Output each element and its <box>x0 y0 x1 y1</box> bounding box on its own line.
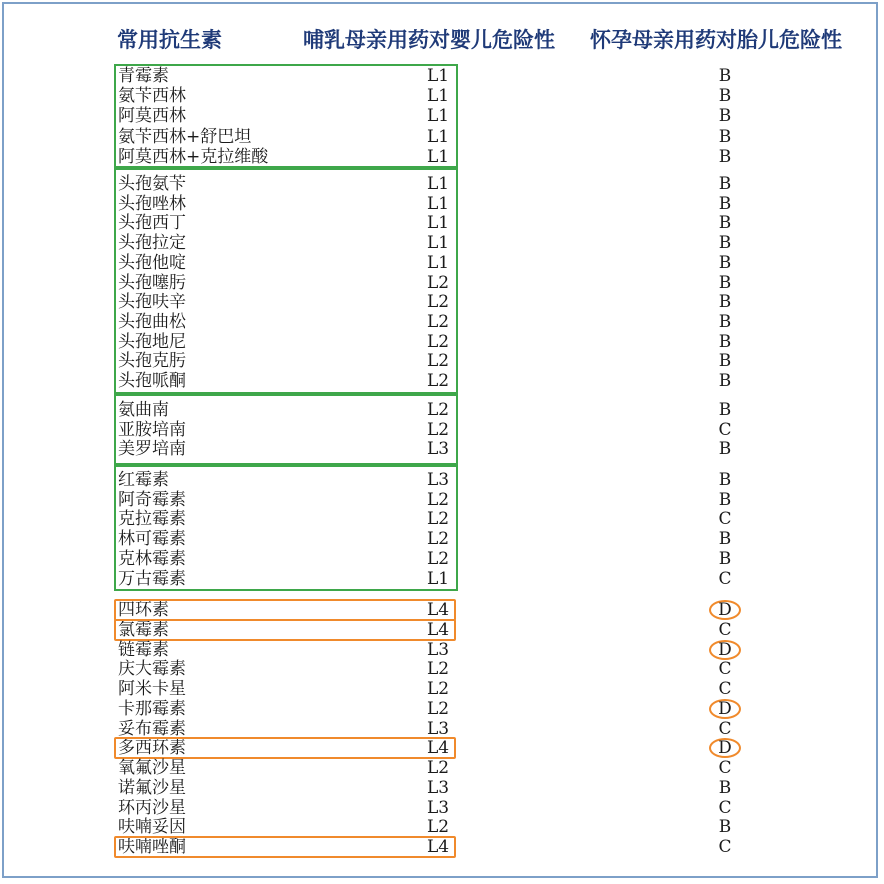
pregnancy-risk: C <box>718 659 732 680</box>
lactation-risk: L2 <box>426 698 450 719</box>
table-row <box>0 292 884 312</box>
table-row <box>0 620 884 640</box>
drug-name: 阿米卡星 <box>118 679 186 699</box>
drug-name: 氧氟沙星 <box>118 758 186 778</box>
pregnancy-risk: C <box>718 619 732 640</box>
pregnancy-risk: B <box>718 174 732 194</box>
lactation-risk: L2 <box>426 311 450 332</box>
drug-name: 头孢克肟 <box>118 351 186 372</box>
table-row <box>0 640 884 660</box>
drug-name: 头孢地尼 <box>118 331 186 352</box>
pregnancy-risk: B <box>718 371 732 391</box>
drug-name: 头孢西丁 <box>118 213 186 234</box>
pregnancy-risk: B <box>718 351 732 372</box>
drug-name: 亚胺培南 <box>118 419 186 440</box>
pregnancy-risk: B <box>718 777 732 798</box>
pregnancy-risk: B <box>718 252 732 273</box>
pregnancy-risk: C <box>718 568 732 589</box>
pregnancy-risk: B <box>718 66 732 86</box>
lactation-risk: L4 <box>426 619 450 640</box>
table-row <box>0 213 884 233</box>
pregnancy-risk: B <box>718 86 732 107</box>
header-antibiotic: 常用抗生素 <box>117 28 222 52</box>
header-lactation-risk: 哺乳母亲用药对婴儿危险性 <box>303 28 555 52</box>
lactation-risk: L2 <box>426 331 450 352</box>
drug-name: 头孢曲松 <box>118 311 186 332</box>
drug-name: 呋喃妥因 <box>118 817 186 838</box>
table-row <box>0 837 884 857</box>
lactation-risk: L2 <box>426 758 450 778</box>
lactation-risk: L1 <box>426 568 450 589</box>
pregnancy-risk: B <box>718 529 732 550</box>
pregnancy-risk: D <box>718 698 732 719</box>
drug-name: 青霉素 <box>118 66 169 86</box>
table-row <box>0 719 884 739</box>
pregnancy-risk: C <box>718 679 732 699</box>
table-row <box>0 798 884 818</box>
lactation-risk: L2 <box>426 272 450 293</box>
drug-name: 氨曲南 <box>118 400 169 420</box>
lactation-risk: L1 <box>426 86 450 107</box>
drug-name: 卡那霉素 <box>118 698 186 719</box>
pregnancy-risk: B <box>718 489 732 510</box>
pregnancy-risk: B <box>718 193 732 214</box>
drug-name: 阿莫西林 <box>118 106 186 127</box>
pregnancy-risk: B <box>718 400 732 420</box>
table-row <box>0 699 884 719</box>
drug-name: 链霉素 <box>118 639 169 660</box>
lactation-risk: L1 <box>426 66 450 86</box>
drug-name: 妥布霉素 <box>118 718 186 739</box>
table-row <box>0 312 884 332</box>
lactation-risk: L1 <box>426 146 450 167</box>
lactation-risk: L1 <box>426 106 450 127</box>
table-row <box>0 66 884 86</box>
drug-name: 庆大霉素 <box>118 659 186 680</box>
table-row <box>0 659 884 679</box>
lactation-risk: L2 <box>426 351 450 372</box>
lactation-risk: L1 <box>426 126 450 147</box>
pregnancy-risk: D <box>718 738 732 759</box>
lactation-risk: L1 <box>426 213 450 234</box>
lactation-risk: L2 <box>426 548 450 569</box>
pregnancy-risk: B <box>718 233 732 254</box>
drug-name: 诺氟沙星 <box>118 777 186 798</box>
lactation-risk: L1 <box>426 233 450 254</box>
pregnancy-risk: B <box>718 272 732 293</box>
pregnancy-risk: D <box>718 600 732 620</box>
table-row <box>0 738 884 758</box>
pregnancy-risk: B <box>718 817 732 838</box>
lactation-risk: L2 <box>426 659 450 680</box>
drug-name: 头孢拉定 <box>118 233 186 254</box>
lactation-risk: L1 <box>426 193 450 214</box>
table-row <box>0 351 884 371</box>
pregnancy-risk: B <box>718 106 732 127</box>
table-row <box>0 420 884 440</box>
lactation-risk: L2 <box>426 400 450 420</box>
table-row <box>0 400 884 420</box>
drug-name: 四环素 <box>118 600 169 620</box>
table-row <box>0 174 884 194</box>
drug-name: 氯霉素 <box>118 619 169 640</box>
pregnancy-risk: C <box>718 758 732 778</box>
pregnancy-risk: C <box>718 419 732 440</box>
table-row <box>0 86 884 106</box>
lactation-risk: L4 <box>426 837 450 857</box>
table-row <box>0 332 884 352</box>
drug-name: 氨苄西林+舒巴坦 <box>118 126 252 147</box>
table-row <box>0 529 884 549</box>
pregnancy-risk: C <box>718 718 732 739</box>
drug-name: 氨苄西林 <box>118 86 186 107</box>
lactation-risk: L3 <box>426 470 450 490</box>
table-row <box>0 371 884 391</box>
pregnancy-risk: B <box>718 213 732 234</box>
table-row <box>0 758 884 778</box>
header-pregnancy-risk: 怀孕母亲用药对胎儿危险性 <box>590 28 842 52</box>
lactation-risk: L2 <box>426 529 450 550</box>
lactation-risk: L4 <box>426 738 450 759</box>
lactation-risk: L2 <box>426 489 450 510</box>
table-row <box>0 549 884 569</box>
pregnancy-risk: B <box>718 439 732 460</box>
pregnancy-risk: B <box>718 548 732 569</box>
lactation-risk: L2 <box>426 419 450 440</box>
pregnancy-risk: B <box>718 311 732 332</box>
drug-name: 万古霉素 <box>118 568 186 589</box>
table-row <box>0 273 884 293</box>
table-row <box>0 233 884 253</box>
drug-name: 美罗培南 <box>118 439 186 460</box>
lactation-risk: L3 <box>426 639 450 660</box>
drug-name: 头孢氨苄 <box>118 174 186 194</box>
pregnancy-risk: B <box>718 126 732 147</box>
lactation-risk: L2 <box>426 679 450 699</box>
drug-name: 克拉霉素 <box>118 509 186 530</box>
drug-name: 林可霉素 <box>118 529 186 550</box>
lactation-risk: L3 <box>426 797 450 818</box>
drug-name: 多西环素 <box>118 738 186 759</box>
lactation-risk: L2 <box>426 509 450 530</box>
table-row <box>0 778 884 798</box>
drug-name: 红霉素 <box>118 470 169 490</box>
pregnancy-risk: B <box>718 292 732 313</box>
table-row <box>0 194 884 214</box>
table-row <box>0 470 884 490</box>
table-row <box>0 147 884 167</box>
table-row <box>0 106 884 126</box>
pregnancy-risk: B <box>718 331 732 352</box>
drug-name: 环丙沙星 <box>118 797 186 818</box>
lactation-risk: L1 <box>426 174 450 194</box>
drug-name: 头孢他啶 <box>118 252 186 273</box>
drug-name: 头孢噻肟 <box>118 272 186 293</box>
pregnancy-risk: D <box>718 639 732 660</box>
lactation-risk: L3 <box>426 439 450 460</box>
lactation-risk: L2 <box>426 371 450 391</box>
lactation-risk: L3 <box>426 777 450 798</box>
drug-name: 阿莫西林+克拉维酸 <box>118 146 269 167</box>
table-row <box>0 569 884 589</box>
table-row <box>0 509 884 529</box>
pregnancy-risk: C <box>718 509 732 530</box>
pregnancy-risk: B <box>718 470 732 490</box>
pregnancy-risk: C <box>718 797 732 818</box>
lactation-risk: L1 <box>426 252 450 273</box>
lactation-risk: L3 <box>426 718 450 739</box>
drug-name: 阿奇霉素 <box>118 489 186 510</box>
table-row <box>0 600 884 620</box>
drug-name: 克林霉素 <box>118 548 186 569</box>
table-row <box>0 817 884 837</box>
table-row <box>0 253 884 273</box>
pregnancy-risk: B <box>718 146 732 167</box>
drug-name: 呋喃唑酮 <box>118 837 186 857</box>
table-row <box>0 679 884 699</box>
drug-name: 头孢唑林 <box>118 193 186 214</box>
lactation-risk: L2 <box>426 292 450 313</box>
drug-name: 头孢哌酮 <box>118 371 186 391</box>
drug-name: 头孢呋辛 <box>118 292 186 313</box>
table-row <box>0 490 884 510</box>
lactation-risk: L4 <box>426 600 450 620</box>
lactation-risk: L2 <box>426 817 450 838</box>
table-row <box>0 127 884 147</box>
table-row <box>0 439 884 459</box>
pregnancy-risk: C <box>718 837 732 857</box>
